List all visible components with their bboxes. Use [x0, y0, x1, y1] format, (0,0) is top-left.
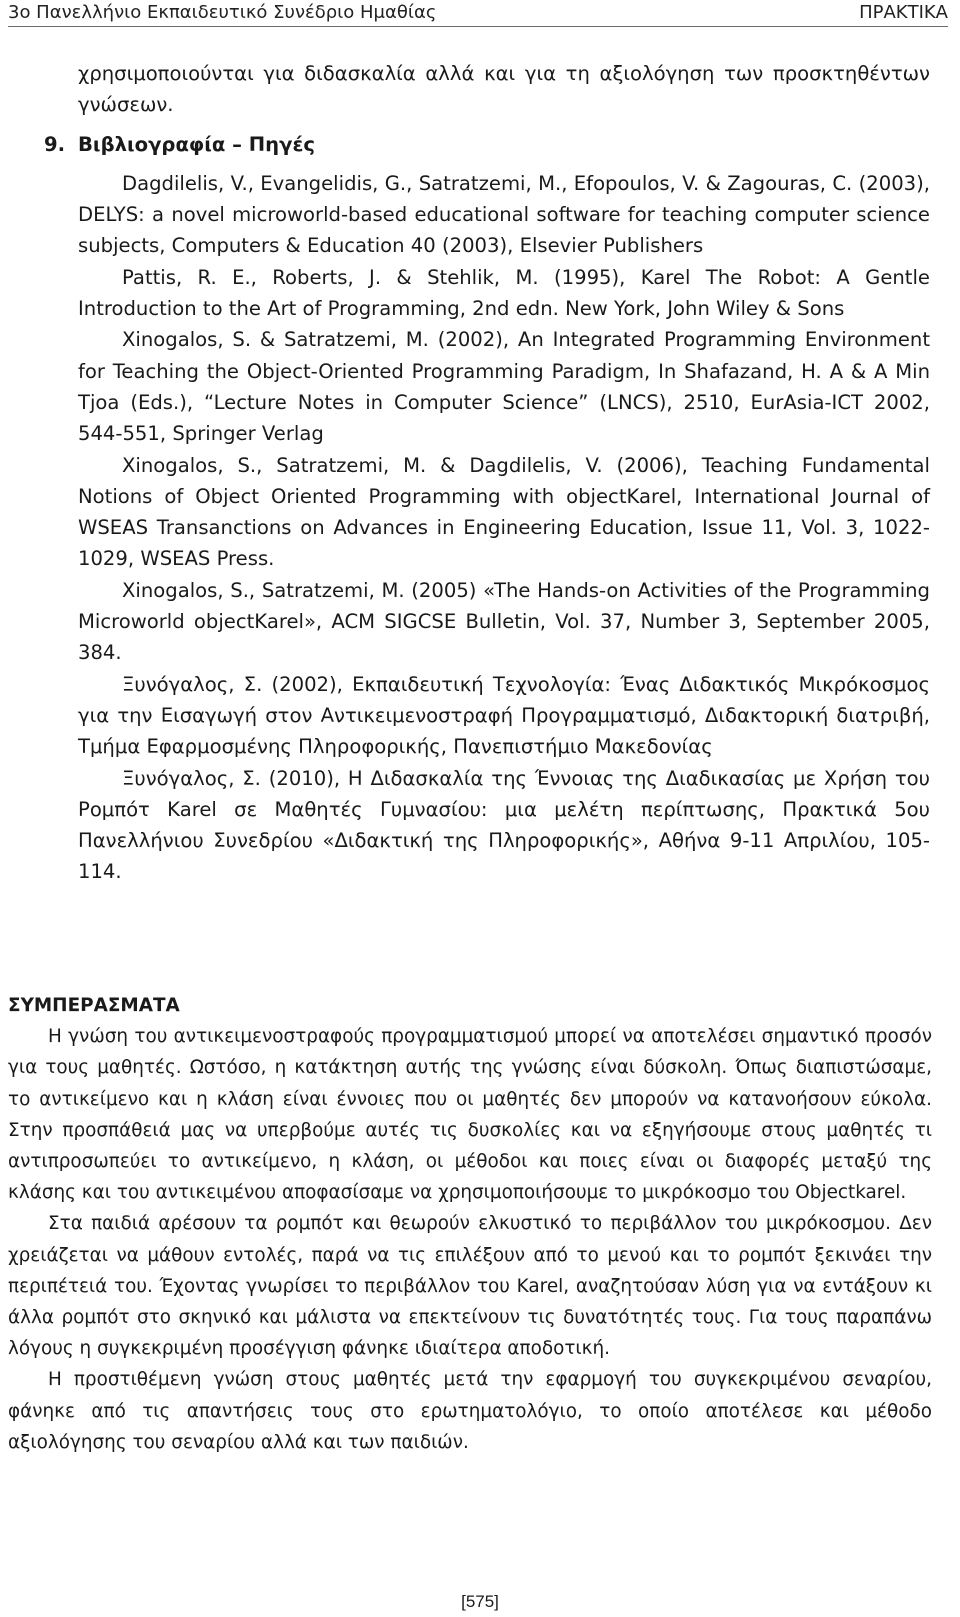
page-number: [575] — [461, 1592, 499, 1611]
conclusions-paragraph: Στα παιδιά αρέσουν τα ρομπότ και θεωρούν ελκυστικό το περιβάλλον του μικρόκοσμου. Δεν χρειάζεται να μάθουν εντολές, παρά να τις επιλέξουν από το μενού και το ρομπότ ξεκινάει την περιπέτειά του. Έχοντας γνωρίσει το περιβάλλον του Karel, αναζητούσαν λύση για να εντάξουν κι άλλα ρομπότ στο σκηνικό και μάλιστα να επεκτείνουν τις δυνατότητές τους. Για τους παραπάνω λόγους η συγκεκριμένη προσέγγιση φάνηκε ιδιαίτερα αποδοτική. — [8, 1213, 932, 1360]
section-title: Βιβλιογραφία – Πηγές — [78, 132, 316, 156]
reference-item: Xinogalos, S., Satratzemi, M. & Dagdilelis, V. (2006), Teaching Fundamental Notions of Object Oriented Programming with objectKarel, International Journal of WSEAS Transanctions on Advances in Engineering Education, Issue 11, Vol. 3, 1022-1029, WSEAS Press. — [78, 453, 930, 571]
page-header — [8, 0, 948, 27]
reference-item: Ξυνόγαλος, Σ. (2002), Εκπαιδευτική Τεχνολογία: Ένας Διδακτικός Μικρόκοσμος για την Εισαγωγή στον Αντικειμενοστραφή Προγραμματισμό, Διδακτορική διατριβή, Τμήμα Εφαρμοσμένης Πληροφορικής, Πανεπιστήμιο Μακεδονίας — [78, 672, 930, 759]
reference-item: Ξυνόγαλος, Σ. (2010), Η Διδασκαλία της Έννοιας της Διαδικασίας με Χρήση του Ρομπότ Karel σε Μαθητές Γυμνασίου: μια μελέτη περίπτωσης, Πρακτικά 5ου Πανελλήνιου Συνεδρίου «Διδακτική της Πληροφορικής», Αθήνα 9-11 Απριλίου, 105-114. — [78, 766, 930, 884]
conclusions-paragraph: Η γνώση του αντικειμενοστραφούς προγραμματισμού μπορεί να αποτελέσει σημαντικό προσόν για τους μαθητές. Ωστόσο, η κατάκτηση αυτής της γνώσης είναι δύσκολη. Όπως διαπιστώσαμε, το αντικείμενο και η κλάση είναι έννοιες που οι μαθητές δεν μπορούν να κατανοήσουν εύκολα. Στην προσπάθειά μας να υπερβούμε αυτές τις δυσκολίες και να εξηγήσουμε στους μαθητές τι αντιπροσωπεύει το αντικείμενο, η κλάση, οι μέθοδοι και ποιες είναι οι διαφορές μεταξύ της κλάσης και του αντικειμένου αποφασίσαμε να χρησιμοποιήσουμε το μικρόκοσμο του Objectkarel. — [8, 1026, 932, 1204]
section-number: 9. — [44, 132, 66, 156]
conclusions-title: ΣΥΜΠΕΡΑΣΜΑΤΑ — [8, 995, 180, 1016]
bibliography-heading — [44, 129, 930, 160]
reference-item: Dagdilelis, V., Evangelidis, G., Satratzemi, M., Efopoulos, V. & Zagouras, C. (2003), DELYS: a novel microworld-based educational software for teaching computer science subjects, Computers & Education 40 (2003), Elsevier Publishers — [78, 171, 930, 258]
intro-text: χρησιμοποιούνται για διδασκαλία αλλά και για τη αξιολόγηση των προσκτηθέντων γνώσεων. — [78, 62, 930, 117]
reference-item: Xinogalos, S. & Satratzemi, M. (2002), An Integrated Programming Environment for Teaching the Object-Oriented Programming Paradigm, In Shafazand, H. A & A Min Tjoa (Eds.), “Lecture Notes in Computer Science” (LNCS), 2510, EurAsia-ICT 2002, 544-551, Springer Verlag — [78, 328, 930, 446]
reference-item: Xinogalos, S., Satratzemi, M. (2005) «The Hands-on Activities of the Programming Microworld objectKarel», ACM SIGCSE Bulletin, Vol. 37, Number 3, September 2005, 384. — [78, 578, 930, 665]
reference-item: Pattis, R. E., Roberts, J. & Stehlik, M. (1995), Karel The Robot: A Gentle Introduction to the Art of Programming, 2nd edn. New York, John Wiley & Sons — [78, 265, 930, 321]
proceedings-label: ΠΡΑΚΤΙΚΑ — [859, 2, 948, 23]
bibliography-section — [44, 58, 930, 888]
conclusions-section — [8, 990, 932, 1458]
conference-title: 3ο Πανελλήνιο Εκπαιδευτικό Συνέδριο Ημαθίας — [8, 2, 437, 23]
conclusions-paragraph: Η προστιθέμενη γνώση στους μαθητές μετά την εφαρμογή του συγκεκριμένου σεναρίου, φάνηκε από τις απαντήσεις τους στο ερωτηματολόγιο, το οποίο αποτέλεσε και μέθοδο αξιολόγησης του σεναρίου αλλά και των παιδιών. — [8, 1369, 932, 1453]
